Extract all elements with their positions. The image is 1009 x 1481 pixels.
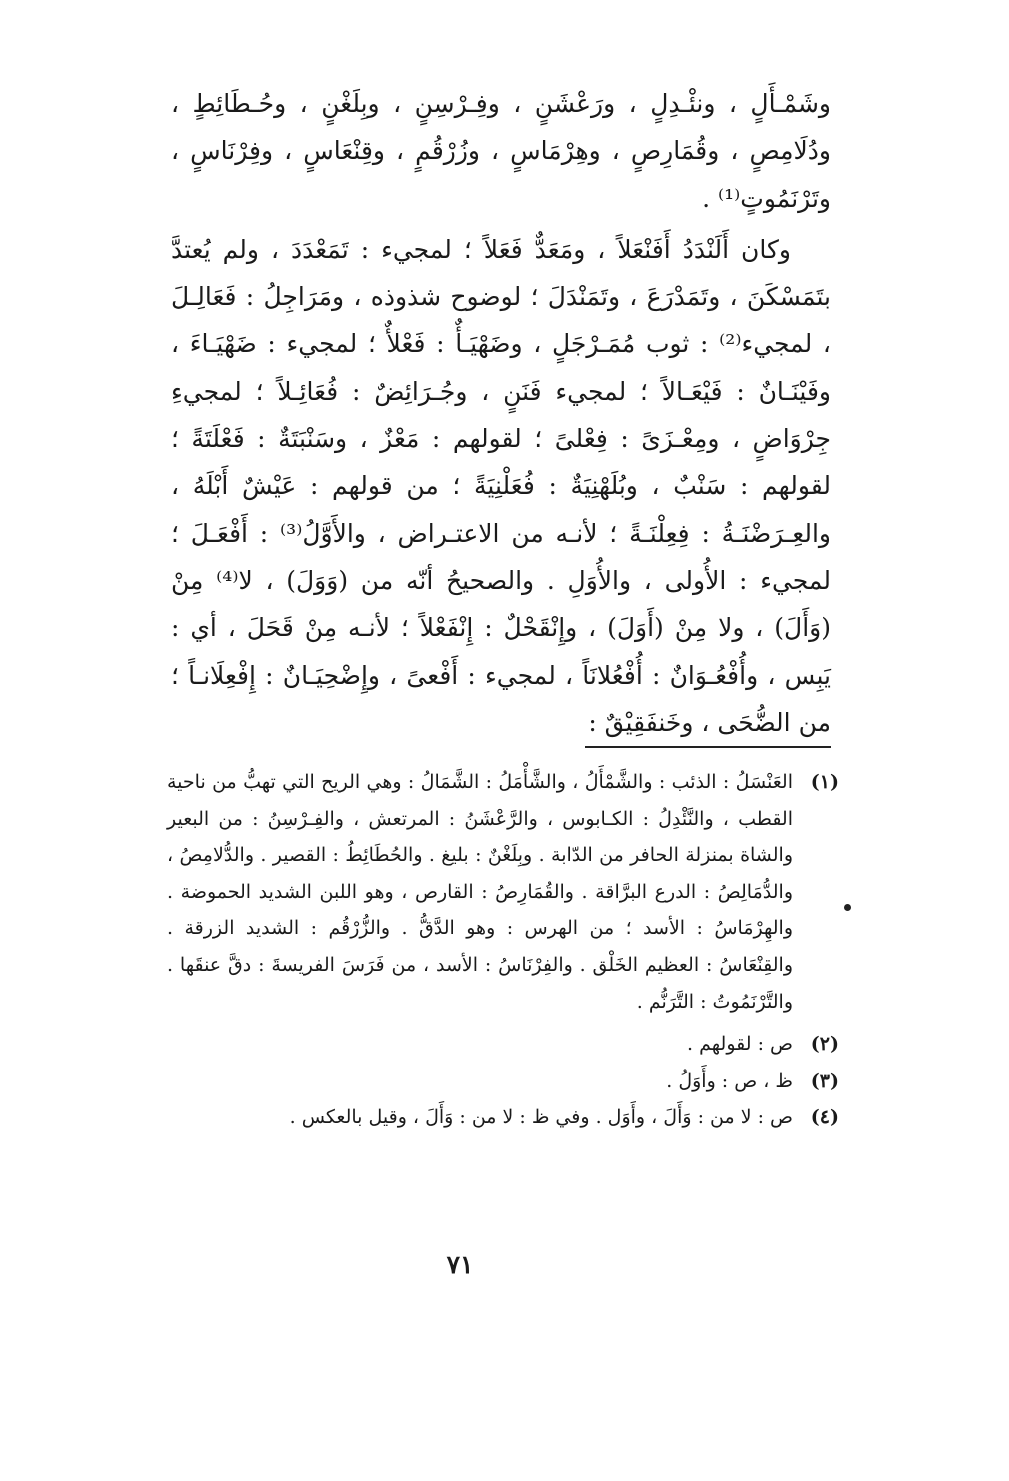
main-text — [171, 80, 831, 746]
body-paragraph-1: وشَمْـأَلٍ ، ونئْـدِلٍ ، ورَعْشَنٍ ، وفِـرْسِنٍ ، وبِلَغْنٍ ، وحُـطَائِطٍ ، ودُلَامِصٍ ، وقُمَارِصٍ ، وهِرْمَاسٍ ، وزُرْقُمٍ ، وقِنْعَاسٍ ، وفِرْنَاسٍ ، وتَرْنَمُوتٍ⁽¹⁾ . — [171, 89, 831, 213]
footnote-4 — [167, 1099, 839, 1136]
footnote-text: ص : لقولهم . — [687, 1033, 793, 1056]
body-paragraph-2: وكان أَلَنْدَدُ أَفَنْعَلاً ، ومَعَدٌّ فَعَلاً ؛ لمجيء : تَمَعْدَدَ ، ولم يُعتدَّ بتَمَسْكَنَ ، وتَمَدْرَعَ ، وتَمَنْدَلَ ؛ لوضوح شذوذه ، ومَرَاجِلُ : فَعَالِـلَ ، لمجيء⁽²⁾ : ثوب مُمَـرْجَلٍ ، وضَهْيَـأٌ : فَعْلأٌ ؛ لمجيء : ضَهْيَـاءَ ، وفَيْنَـانٌ : فَيْعَـالاً ؛ لمجيء فَنَنٍ ، وجُـرَائِضٌ : فُعَائِـلاً ؛ لمجيءِ جِرْوَاضٍ ، ومِعْـزَىً : فِعْلىً ؛ لقولهم : مَعْزٌ ، وسَنْبَتَةٌ : فَعْلَتَةً ؛ لقولهم : سَنْبٌ ، وبُلَهْنِيَةٌ : فُعَلْنِيَةً ؛ من قولهم : عَيْشٌ أَبْلَهُ ، والعِـرَضْنَـةُ : فِعِلْنَـةً ؛ لأنـه من الاعتـراض ، والأَوَّلُ⁽³⁾ : أَفْعَـلَ ؛ لمجيء : الأُولى ، والأُوَلِ . والصحيحُ أنّه من (وَوَلَ) ، لا⁽⁴⁾ مِنْ (وَأَلَ) ، ولا مِنْ (أَوَلَ) ، وإِنْقَحْلٌ : إِنْفَعْلاً ؛ لأنـه مِنْ قَحَلَ ، أي : يَبِس ، وأُفْعُـوَانٌ : أُفْعُلانَاً ، لمجيء : أَفْعىً ، وإِضْحِيَـانٌ : إِفْعِلَانـاً ؛ من الضُّحَى ، وخَنفَقِيْقٌ : — [171, 234, 831, 737]
page-number: ٧١ — [446, 1250, 474, 1279]
footnote-number: (٣) — [810, 1069, 839, 1092]
footnote-separator — [585, 746, 831, 748]
footnote-text: ص : لا من : وَأَلَ ، وأَوَل . وفي ظ : لا من : وَأَلَ ، وقيل بالعكس . — [289, 1106, 793, 1129]
footnote-text: العَنْسَلُ : الذئب : والشَّمْأَلُ ، والشَّأْمَلُ : الشَّمَالُ : وهي الريح التي تهبُّ من ناحية القطب ، والنَّئْدِلُ : الكـابوس ، والرَّعْشَنُ : المرتعش ، والفِـرْسِنُ : من البعير والشاة بمنزلة الحافر من الدّابة . وبِلَغْنٌ : بليغ . والحُطَائِطُ : القصير . والدُّلامِصُ ، والدُّمَالِصُ : الدرع البرَّاقة . والقُمَارِصُ : القارص ، وهو اللبن الشديد الحموضة . والهِرْمَاسُ : الأسد ؛ من الهرس : وهو الدَّقُّ . والزُّرْقُم : الشديد الزرقة . والقِنْعَاسُ : العظيم الخَلْق . والفِرْنَاسُ : الأسد ، من فَرَسَ الفريسةَ : دقَّ عنقَها . والتَّرْنَمُوتُ : التَّرَنُّم . — [167, 771, 793, 1013]
margin-dot — [844, 904, 851, 911]
footnotes — [167, 764, 839, 1136]
footnote-text: ظ ، ص : وأَوَلُ . — [666, 1069, 793, 1092]
footnote-number: (٤) — [810, 1106, 839, 1129]
footnote-1 — [167, 764, 839, 1026]
footnote-number: (١) — [810, 771, 839, 793]
footnote-3 — [167, 1063, 839, 1100]
footnote-number: (٢) — [810, 1033, 839, 1056]
footnote-2 — [167, 1026, 839, 1063]
